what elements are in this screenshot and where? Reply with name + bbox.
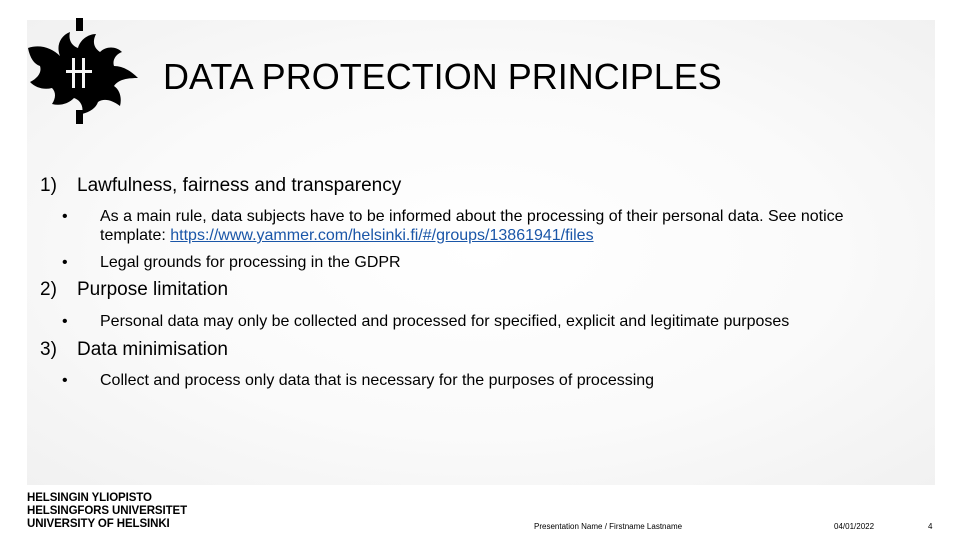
notice-template-link[interactable]: https://www.yammer.com/helsinki.fi/#/groups/13861941/files (170, 227, 594, 244)
bullet-text: Personal data may only be collected and processed for specified, explicit and legitimate purposes (100, 313, 790, 330)
bullet-icon: • (62, 208, 68, 225)
section-heading-3 (40, 339, 228, 361)
bullet-icon: • (62, 372, 68, 389)
section-heading-2 (40, 279, 228, 301)
bullet-text: Legal grounds for processing in the GDPR (100, 254, 401, 271)
section-heading-1 (40, 175, 401, 197)
section-title: Lawfulness, fairness and transparency (77, 175, 402, 196)
bullet-icon: • (62, 254, 68, 271)
presentation-name: Presentation Name / Firstname Lastname (534, 522, 683, 531)
presentation-date: 04/01/2022 (834, 522, 875, 531)
section-number: 1) (40, 175, 57, 196)
bullet-text: As a main rule, data subjects have to be informed about the processing of their personal data. See notice template: (100, 208, 844, 244)
wordmark-line-fi: HELSINGIN YLIOPISTO (27, 492, 152, 504)
page-number: 4 (928, 522, 933, 531)
section-number: 3) (40, 339, 57, 360)
wordmark-line-en: UNIVERSITY OF HELSINKI (27, 518, 170, 530)
section-number: 2) (40, 279, 57, 300)
wordmark-line-sv: HELSINGFORS UNIVERSITET (27, 505, 187, 517)
university-wordmark (27, 492, 187, 531)
bullet-icon: • (62, 313, 68, 330)
university-logo-icon (22, 18, 142, 126)
slide-title: DATA PROTECTION PRINCIPLES (163, 56, 722, 97)
section-title: Purpose limitation (77, 279, 229, 300)
bullet-text: Collect and process only data that is necessary for the purposes of processing (100, 372, 655, 389)
section-title: Data minimisation (77, 339, 228, 360)
